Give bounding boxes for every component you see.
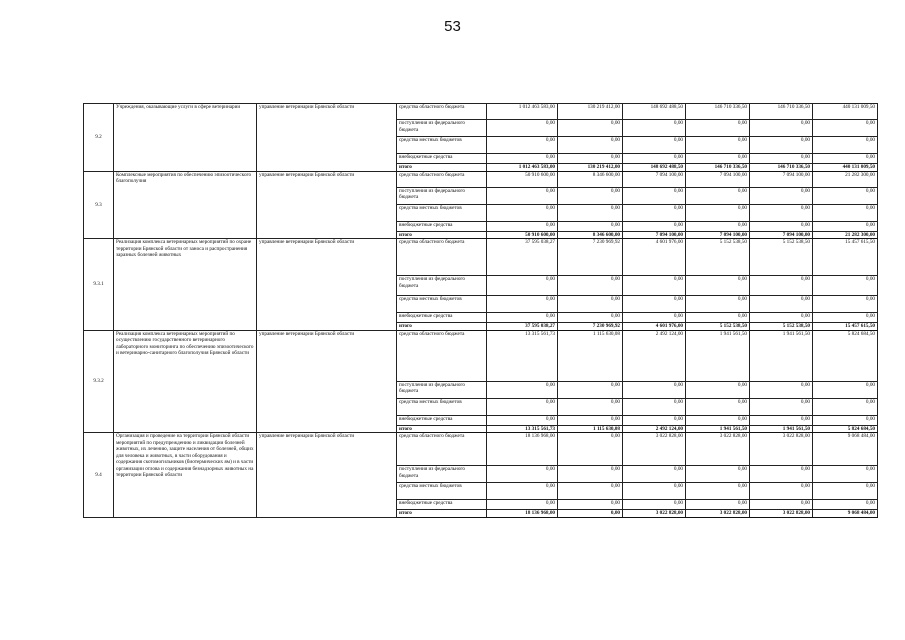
budget-table-body <box>84 104 878 518</box>
amount-cell: 2 492 124,00 <box>623 330 686 381</box>
table-row <box>84 239 878 276</box>
amount-cell: 0,00 <box>487 276 558 296</box>
section-number: 9.3.1 <box>84 239 114 331</box>
amount-cell: 0,00 <box>623 187 686 204</box>
amount-cell: 0,00 <box>686 415 750 425</box>
executor: управление ветеринарии Брянской области <box>257 104 397 172</box>
executor: управление ветеринарии Брянской области <box>257 171 397 239</box>
amount-cell: 0,00 <box>558 204 623 221</box>
amount-cell: 0,00 <box>750 415 813 425</box>
amount-cell: 0,00 <box>558 313 623 323</box>
amount-cell: 146 710 336,50 <box>686 164 750 172</box>
amount-cell: 3 022 828,00 <box>623 510 686 518</box>
amount-cell: 0,00 <box>813 415 878 425</box>
amount-cell: 5 824 684,50 <box>813 330 878 381</box>
amount-cell: 0,00 <box>558 381 623 398</box>
section-number: 9.2 <box>84 104 114 172</box>
amount-cell: 0,00 <box>750 187 813 204</box>
amount-cell: 0,00 <box>750 398 813 415</box>
amount-cell: 5 152 538,50 <box>750 323 813 331</box>
amount-cell: 0,00 <box>813 483 878 500</box>
amount-cell: 0,00 <box>623 381 686 398</box>
funding-source: средства областного бюджета <box>397 171 487 187</box>
page-number: 53 <box>444 18 461 35</box>
amount-cell: 0,00 <box>750 500 813 510</box>
amount-cell: 0,00 <box>487 187 558 204</box>
total-label: итого <box>397 323 487 331</box>
amount-cell: 0,00 <box>686 381 750 398</box>
amount-cell: 1 115 630,08 <box>558 330 623 381</box>
amount-cell: 0,00 <box>813 120 878 137</box>
amount-cell: 0,00 <box>623 466 686 483</box>
amount-cell: 0,00 <box>750 483 813 500</box>
amount-cell: 0,00 <box>623 415 686 425</box>
amount-cell: 4 601 976,00 <box>623 239 686 276</box>
amount-cell: 0,00 <box>487 296 558 313</box>
section-number: 9.3 <box>84 171 114 239</box>
amount-cell: 0,00 <box>558 221 623 231</box>
activity-name: Учреждения, оказывающие услуги в сфере ветеринарии <box>114 104 257 172</box>
funding-source: средства местных бюджетов <box>397 483 487 500</box>
funding-source: поступления из федерального бюджета <box>397 276 487 296</box>
amount-cell: 0,00 <box>487 313 558 323</box>
amount-cell: 7 094 100,00 <box>750 231 813 239</box>
amount-cell: 0,00 <box>813 154 878 164</box>
amount-cell: 15 457 615,50 <box>813 323 878 331</box>
amount-cell: 0,00 <box>487 120 558 137</box>
amount-cell: 8 346 600,00 <box>558 171 623 187</box>
table-row <box>84 171 878 187</box>
amount-cell: 0,00 <box>686 276 750 296</box>
amount-cell: 1 941 561,50 <box>686 425 750 433</box>
amount-cell: 37 595 038,27 <box>487 323 558 331</box>
amount-cell: 21 282 300,00 <box>813 171 878 187</box>
funding-source: внебюджетные средства <box>397 154 487 164</box>
amount-cell: 5 152 538,50 <box>686 323 750 331</box>
amount-cell: 0,00 <box>686 483 750 500</box>
executor: управление ветеринарии Брянской области <box>257 330 397 433</box>
funding-source: средства областного бюджета <box>397 104 487 120</box>
amount-cell: 13 315 561,73 <box>487 425 558 433</box>
amount-cell: 1 012 463 583,00 <box>487 164 558 172</box>
amount-cell: 0,00 <box>623 221 686 231</box>
amount-cell: 0,00 <box>686 137 750 154</box>
amount-cell: 0,00 <box>623 483 686 500</box>
amount-cell: 0,00 <box>686 187 750 204</box>
amount-cell: 7 094 100,00 <box>686 231 750 239</box>
amount-cell: 8 346 600,00 <box>558 231 623 239</box>
activity-name: Реализация комплекса ветеринарных мероприятий по охране территории Брянской области от заноса и распространения заразных болезней животных <box>114 239 257 331</box>
amount-cell: 0,00 <box>813 221 878 231</box>
amount-cell: 1 941 561,50 <box>750 330 813 381</box>
amount-cell: 148 692 488,50 <box>623 164 686 172</box>
amount-cell: 0,00 <box>558 137 623 154</box>
amount-cell: 18 136 968,00 <box>487 433 558 466</box>
funding-source: поступления из федерального бюджета <box>397 120 487 137</box>
budget-table <box>83 103 878 518</box>
activity-name: Реализация комплекса ветеринарных мероприятий по осуществлению государственного ветеринарного лабораторного мониторинга по обеспечению эпизоотического и ветеринарно-санитарного благополучия Брянской области <box>114 330 257 433</box>
amount-cell: 0,00 <box>558 483 623 500</box>
funding-source: внебюджетные средства <box>397 313 487 323</box>
amount-cell: 0,00 <box>813 398 878 415</box>
amount-cell: 0,00 <box>623 120 686 137</box>
amount-cell: 0,00 <box>558 398 623 415</box>
amount-cell: 0,00 <box>750 296 813 313</box>
funding-source: внебюджетные средства <box>397 500 487 510</box>
table-row <box>84 433 878 466</box>
amount-cell: 0,00 <box>558 187 623 204</box>
section-number: 9.4 <box>84 433 114 518</box>
amount-cell: 0,00 <box>750 466 813 483</box>
amount-cell: 0,00 <box>558 154 623 164</box>
amount-cell: 0,00 <box>750 313 813 323</box>
amount-cell: 1 941 561,50 <box>750 425 813 433</box>
amount-cell: 7 094 100,00 <box>623 231 686 239</box>
amount-cell: 0,00 <box>487 381 558 398</box>
amount-cell: 0,00 <box>813 137 878 154</box>
amount-cell: 0,00 <box>686 154 750 164</box>
amount-cell: 0,00 <box>623 154 686 164</box>
amount-cell: 7 094 100,00 <box>623 171 686 187</box>
amount-cell: 0,00 <box>623 204 686 221</box>
funding-source: средства местных бюджетов <box>397 137 487 154</box>
funding-source: средства областного бюджета <box>397 239 487 276</box>
amount-cell: 1 012 463 583,00 <box>487 104 558 120</box>
funding-source: средства областного бюджета <box>397 433 487 466</box>
total-label: итого <box>397 510 487 518</box>
amount-cell: 0,00 <box>813 296 878 313</box>
funding-source: внебюджетные средства <box>397 221 487 231</box>
activity-name: Организация и проведение на территории Брянской области мероприятий по предупреждению и ликвидации болезней животных, их лечению, защите населения от болезней, общих для человека и животных, в части оборудования и содержания скотомогильников (биотермических ям) и в части организации отлова и содержания безнадзорных животных на территории Брянской области <box>114 433 257 518</box>
amount-cell: 13 315 561,73 <box>487 330 558 381</box>
amount-cell: 0,00 <box>750 276 813 296</box>
amount-cell: 3 022 828,00 <box>750 510 813 518</box>
amount-cell: 15 457 615,50 <box>813 239 878 276</box>
amount-cell: 0,00 <box>686 313 750 323</box>
executor: управление ветеринарии Брянской области <box>257 239 397 331</box>
amount-cell: 0,00 <box>813 204 878 221</box>
funding-source: средства местных бюджетов <box>397 296 487 313</box>
amount-cell: 7 094 100,00 <box>686 171 750 187</box>
amount-cell: 0,00 <box>487 466 558 483</box>
section-number: 9.3.2 <box>84 330 114 433</box>
amount-cell: 0,00 <box>487 137 558 154</box>
amount-cell: 0,00 <box>813 500 878 510</box>
amount-cell: 0,00 <box>623 276 686 296</box>
amount-cell: 7 230 969,92 <box>558 239 623 276</box>
amount-cell: 0,00 <box>487 415 558 425</box>
amount-cell: 440 131 009,50 <box>813 104 878 120</box>
amount-cell: 0,00 <box>813 466 878 483</box>
amount-cell: 37 595 038,27 <box>487 239 558 276</box>
amount-cell: 0,00 <box>813 313 878 323</box>
amount-cell: 9 068 484,00 <box>813 433 878 466</box>
amount-cell: 0,00 <box>813 187 878 204</box>
amount-cell: 3 022 828,00 <box>686 433 750 466</box>
total-label: итого <box>397 164 487 172</box>
amount-cell: 0,00 <box>558 415 623 425</box>
amount-cell: 0,00 <box>558 500 623 510</box>
amount-cell: 0,00 <box>487 500 558 510</box>
amount-cell: 0,00 <box>487 154 558 164</box>
amount-cell: 50 910 600,00 <box>487 231 558 239</box>
table-row <box>84 104 878 120</box>
amount-cell: 0,00 <box>750 120 813 137</box>
amount-cell: 0,00 <box>686 120 750 137</box>
amount-cell: 0,00 <box>623 313 686 323</box>
amount-cell: 0,00 <box>750 381 813 398</box>
amount-cell: 0,00 <box>750 154 813 164</box>
amount-cell: 0,00 <box>686 398 750 415</box>
amount-cell: 0,00 <box>623 500 686 510</box>
total-label: итого <box>397 425 487 433</box>
amount-cell: 0,00 <box>487 483 558 500</box>
amount-cell: 50 910 600,00 <box>487 171 558 187</box>
amount-cell: 7 094 100,00 <box>750 171 813 187</box>
amount-cell: 2 492 124,00 <box>623 425 686 433</box>
funding-source: средства областного бюджета <box>397 330 487 381</box>
amount-cell: 1 115 630,08 <box>558 425 623 433</box>
amount-cell: 0,00 <box>750 221 813 231</box>
funding-source: поступления из федерального бюджета <box>397 381 487 398</box>
amount-cell: 3 022 828,00 <box>750 433 813 466</box>
funding-source: средства местных бюджетов <box>397 398 487 415</box>
amount-cell: 0,00 <box>487 221 558 231</box>
amount-cell: 0,00 <box>623 137 686 154</box>
amount-cell: 0,00 <box>750 204 813 221</box>
amount-cell: 3 022 828,00 <box>686 510 750 518</box>
amount-cell: 0,00 <box>487 398 558 415</box>
amount-cell: 0,00 <box>686 466 750 483</box>
amount-cell: 9 068 484,00 <box>813 510 878 518</box>
amount-cell: 0,00 <box>813 381 878 398</box>
funding-source: поступления из федерального бюджета <box>397 466 487 483</box>
activity-name: Комплексные мероприятия по обеспечению эпизоотического благополучия <box>114 171 257 239</box>
amount-cell: 0,00 <box>686 204 750 221</box>
amount-cell: 0,00 <box>487 204 558 221</box>
amount-cell: 0,00 <box>558 276 623 296</box>
funding-source: поступления из федерального бюджета <box>397 187 487 204</box>
amount-cell: 0,00 <box>686 296 750 313</box>
amount-cell: 7 230 969,92 <box>558 323 623 331</box>
amount-cell: 130 219 412,00 <box>558 164 623 172</box>
amount-cell: 21 282 300,00 <box>813 231 878 239</box>
amount-cell: 0,00 <box>686 500 750 510</box>
amount-cell: 0,00 <box>750 137 813 154</box>
amount-cell: 0,00 <box>686 221 750 231</box>
amount-cell: 0,00 <box>558 510 623 518</box>
amount-cell: 4 601 976,00 <box>623 323 686 331</box>
total-label: итого <box>397 231 487 239</box>
amount-cell: 0,00 <box>813 276 878 296</box>
amount-cell: 440 131 009,50 <box>813 164 878 172</box>
amount-cell: 5 824 684,50 <box>813 425 878 433</box>
amount-cell: 5 152 538,50 <box>750 239 813 276</box>
amount-cell: 146 710 336,50 <box>750 104 813 120</box>
amount-cell: 0,00 <box>558 296 623 313</box>
funding-source: средства местных бюджетов <box>397 204 487 221</box>
amount-cell: 146 710 336,50 <box>686 104 750 120</box>
amount-cell: 1 941 561,50 <box>686 330 750 381</box>
table-row <box>84 330 878 381</box>
amount-cell: 0,00 <box>623 398 686 415</box>
amount-cell: 0,00 <box>558 466 623 483</box>
amount-cell: 148 692 488,50 <box>623 104 686 120</box>
executor: управление ветеринарии Брянской области <box>257 433 397 518</box>
amount-cell: 5 152 538,50 <box>686 239 750 276</box>
amount-cell: 3 022 828,00 <box>623 433 686 466</box>
amount-cell: 18 136 968,00 <box>487 510 558 518</box>
amount-cell: 130 219 412,00 <box>558 104 623 120</box>
amount-cell: 0,00 <box>623 296 686 313</box>
amount-cell: 0,00 <box>558 120 623 137</box>
amount-cell: 0,00 <box>558 433 623 466</box>
funding-source: внебюджетные средства <box>397 415 487 425</box>
amount-cell: 146 710 336,50 <box>750 164 813 172</box>
